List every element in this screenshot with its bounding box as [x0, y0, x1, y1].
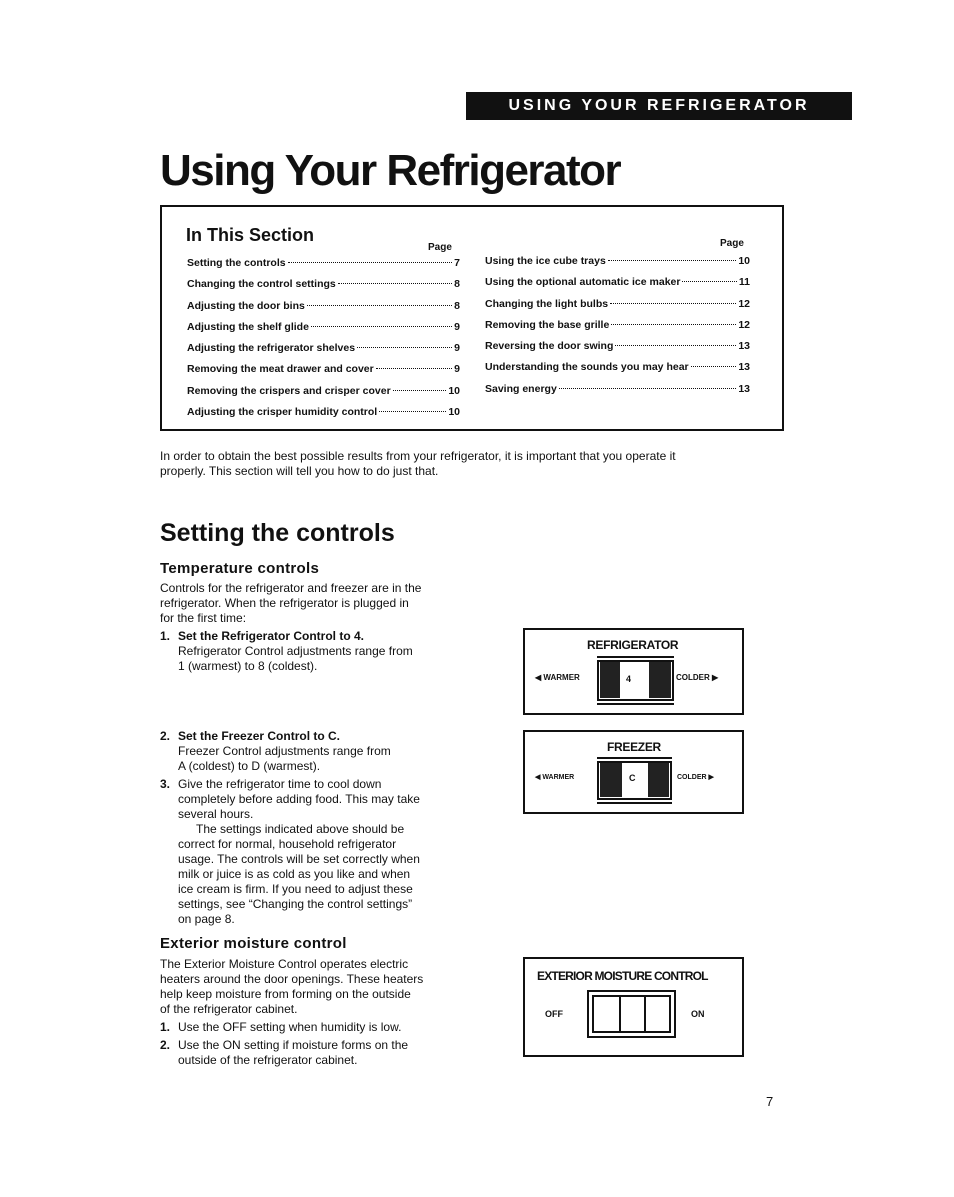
refrigerator-setting: 4 — [626, 674, 632, 684]
toc-leader — [379, 411, 446, 412]
toc-entry[interactable] — [187, 321, 460, 342]
toc-leader — [559, 388, 737, 389]
temperature-controls-heading: Temperature controls — [160, 560, 320, 577]
toc-leader — [376, 368, 452, 369]
refrigerator-dial-right[interactable] — [649, 662, 671, 698]
toc-entry-page: 13 — [738, 382, 750, 395]
intro-text: In order to obtain the best possible results from your refrigerator, it is important that you operate it properly. This section will tell you how to do just that. — [160, 449, 676, 478]
toc-entry[interactable] — [485, 255, 750, 276]
temperature-intro: Controls for the refrigerator and freezer are in the refrigerator. When the refrigerator is plugged in for the first time: — [160, 581, 422, 625]
moisture-control-heading: Exterior moisture control — [160, 935, 347, 952]
toc-entry[interactable] — [187, 278, 460, 299]
freezer-control-panel — [523, 730, 744, 814]
toc-entry[interactable] — [485, 340, 750, 361]
toc-entry-title: Changing the control settings — [187, 278, 336, 291]
section-title: Setting the controls — [160, 519, 395, 547]
toc-entry-title: Changing the light bulbs — [485, 297, 609, 310]
toc-entry[interactable] — [485, 298, 750, 319]
toc-leader — [288, 262, 453, 263]
moisture-panel-label: EXTERIOR MOISTURE CONTROL — [537, 969, 708, 983]
toc-entry-page: 13 — [738, 361, 750, 374]
refrigerator-label: REFRIGERATOR — [587, 638, 679, 652]
toc-entry-title: Adjusting the door bins — [187, 299, 305, 312]
freezer-colder-label: COLDER ▶ — [677, 774, 714, 781]
toc-leader — [611, 324, 736, 325]
moisture-off-label: OFF — [545, 1009, 563, 1019]
moisture-intro: The Exterior Moisture Control operates electric heaters around the door openings. These heaters help keep moisture from forming on the outside of the refrigerator cabinet. — [160, 957, 424, 1016]
toc-entry-page: 10 — [448, 384, 460, 397]
toc-entry-page: 9 — [454, 342, 460, 355]
toc-left-column — [187, 257, 460, 427]
freezer-dial-left[interactable] — [600, 763, 622, 797]
freezer-warmer-label: ◀ WARMER — [535, 774, 575, 781]
toc-right-column — [485, 255, 750, 404]
toc-entry-title: Using the optional automatic ice maker — [485, 276, 681, 289]
toc-entry-title: Adjusting the refrigerator shelves — [187, 342, 356, 355]
toc-entry-page: 7 — [454, 257, 460, 269]
toc-entry-title: Reversing the door swing — [485, 340, 614, 353]
temp-step-2: 2. Set the Freezer Control to C. Freezer Control adjustments range from A (coldest) to D (warmest). — [160, 729, 391, 773]
moisture-step-1: 1. Use the OFF setting when humidity is low. — [160, 1020, 402, 1034]
toc-entry[interactable] — [485, 276, 750, 297]
freezer-setting: C — [629, 773, 636, 783]
toc-entry-page: 10 — [738, 255, 750, 267]
toc-leader — [682, 281, 736, 282]
toc-leader — [338, 283, 452, 284]
settings-note: The settings indicated above should be correct for normal, household refrigerator usage. The controls will be set correctly when milk or juice is as cold as you like and when ice cream is firm. If you need to adjust these settings, see “Changing the control settings” on page 8. — [178, 822, 420, 926]
toc-entry[interactable] — [485, 383, 750, 404]
toc-entry-title: Using the ice cube trays — [485, 255, 606, 267]
page-number: 7 — [766, 1094, 774, 1109]
toc-leader — [691, 366, 737, 367]
toc-entry-title: Removing the base grille — [485, 318, 610, 331]
toc-entry-title: Removing the meat drawer and cover — [187, 363, 374, 376]
toc-entry[interactable] — [187, 342, 460, 363]
toc-heading: In This Section — [186, 225, 315, 245]
toc-page-header-right: Page — [720, 238, 744, 249]
toc-entry[interactable] — [187, 385, 460, 406]
toc-leader — [311, 326, 452, 327]
toc-entry[interactable] — [187, 406, 460, 427]
moisture-switch-frame — [587, 990, 676, 1038]
toc-entry-page: 13 — [738, 340, 750, 353]
toc-leader — [357, 347, 452, 348]
toc-entry-title: Adjusting the crisper humidity control — [187, 406, 378, 419]
toc-entry[interactable] — [187, 257, 460, 278]
toc-entry-page: 8 — [454, 278, 460, 291]
toc-entry-page: 12 — [738, 297, 750, 310]
toc-entry-page: 10 — [448, 406, 460, 419]
moisture-step-2: 2. Use the ON setting if moisture forms on the outside of the refrigerator cabinet. — [160, 1038, 409, 1067]
toc-box — [160, 205, 784, 431]
toc-entry-title: Removing the crispers and crisper cover — [187, 384, 391, 397]
toc-entry-page: 9 — [454, 363, 460, 376]
page-title: Using Your Refrigerator — [160, 146, 621, 195]
toc-entry-page: 9 — [454, 320, 460, 333]
moisture-on-label: ON — [691, 1009, 705, 1019]
moisture-control-panel — [523, 957, 744, 1057]
section-banner: USING YOUR REFRIGERATOR — [466, 92, 852, 120]
toc-entry-page: 8 — [454, 299, 460, 312]
toc-leader — [608, 260, 737, 261]
refrigerator-warmer-label: ◀ WARMER — [535, 673, 580, 682]
toc-leader — [610, 303, 736, 304]
toc-entry-title: Setting the controls — [187, 257, 286, 269]
toc-entry-title: Understanding the sounds you may hear — [485, 361, 689, 374]
temp-step-3: 3. Give the refrigerator time to cool down completely before adding food. This may take several hours. — [160, 777, 420, 821]
toc-entry-page: 12 — [738, 318, 750, 331]
toc-entry[interactable] — [485, 361, 750, 382]
freezer-dial-right[interactable] — [648, 763, 669, 797]
refrigerator-control-panel — [523, 628, 744, 715]
toc-entry-page: 11 — [738, 276, 750, 289]
moisture-rocker-switch[interactable] — [592, 995, 671, 1033]
toc-leader — [393, 390, 447, 391]
freezer-label: FREEZER — [607, 740, 661, 754]
toc-entry-title: Saving energy — [485, 382, 557, 395]
toc-leader — [615, 345, 736, 346]
toc-entry[interactable] — [187, 363, 460, 384]
temp-step-1: 1. Set the Refrigerator Control to 4. Refrigerator Control adjustments range from 1 (warmest) to 8 (coldest). — [160, 629, 413, 673]
toc-leader — [307, 305, 452, 306]
refrigerator-dial-left[interactable] — [600, 662, 620, 698]
toc-entry[interactable] — [187, 300, 460, 321]
toc-page-header-left: Page — [428, 242, 452, 253]
toc-entry[interactable] — [485, 319, 750, 340]
refrigerator-colder-label: COLDER ▶ — [676, 673, 719, 682]
toc-entry-title: Adjusting the shelf glide — [187, 320, 309, 333]
